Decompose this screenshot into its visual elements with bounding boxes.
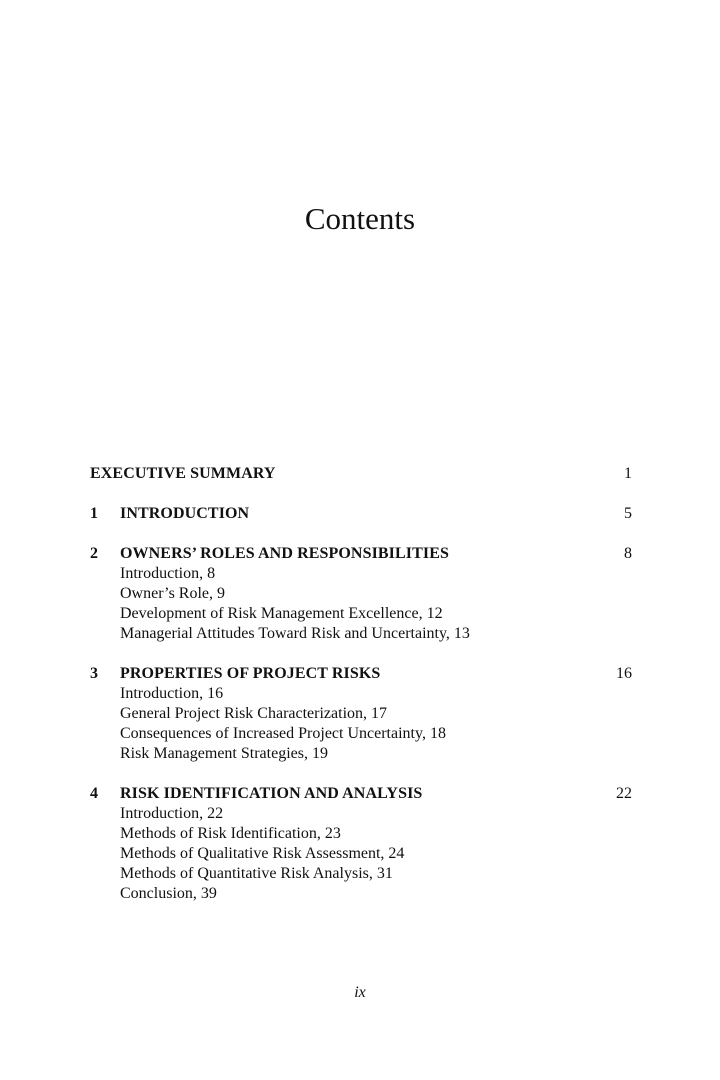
toc-subsections: [120, 804, 632, 904]
toc-row: [90, 504, 632, 524]
toc-heading: OWNERS’ ROLES AND RESPONSIBILITIES: [120, 545, 449, 562]
table-of-contents: [90, 464, 632, 924]
toc-chapter-number: 2: [90, 545, 98, 562]
toc-subsections: [120, 564, 632, 644]
toc-subsection: Introduction, 8: [120, 565, 216, 582]
toc-subsection: Development of Risk Management Excellence, 12: [120, 605, 443, 622]
toc-page-number: 22: [616, 785, 632, 802]
toc-subsection: Introduction, 16: [120, 685, 224, 702]
toc-entry-chapter-3: [90, 664, 632, 764]
toc-chapter-number: 4: [90, 785, 98, 802]
toc-subsection: Methods of Qualitative Risk Assessment, 24: [120, 845, 405, 862]
toc-row: [90, 464, 632, 484]
toc-heading: PROPERTIES OF PROJECT RISKS: [120, 665, 381, 682]
toc-row: [90, 544, 632, 564]
toc-row: [90, 784, 632, 804]
page-number-folio: ix: [354, 984, 366, 1001]
toc-page-number: 8: [624, 545, 632, 562]
toc-page-number: 5: [624, 505, 632, 522]
toc-subsection: General Project Risk Characterization, 17: [120, 705, 388, 722]
toc-entry-chapter-2: [90, 544, 632, 644]
toc-subsection: Consequences of Increased Project Uncertainty, 18: [120, 725, 446, 742]
toc-heading: EXECUTIVE SUMMARY: [90, 465, 276, 482]
toc-chapter-number: 1: [90, 505, 98, 522]
toc-subsection: Conclusion, 39: [120, 885, 217, 902]
toc-chapter-number: 3: [90, 665, 98, 682]
toc-subsection: Methods of Risk Identification, 23: [120, 825, 341, 842]
toc-subsection: Introduction, 22: [120, 805, 224, 822]
page-title: Contents: [304, 201, 416, 236]
toc-subsection: Methods of Quantitative Risk Analysis, 31: [120, 865, 393, 882]
toc-page-number: 16: [616, 665, 632, 682]
toc-subsection: Risk Management Strategies, 19: [120, 745, 328, 762]
toc-subsection: Managerial Attitudes Toward Risk and Uncertainty, 13: [120, 625, 470, 642]
toc-subsection: Owner’s Role, 9: [120, 585, 226, 602]
toc-entry-chapter-4: [90, 784, 632, 904]
toc-heading: RISK IDENTIFICATION AND ANALYSIS: [120, 785, 423, 802]
toc-entry-chapter-1: [90, 504, 632, 524]
toc-row: [90, 664, 632, 684]
toc-heading: INTRODUCTION: [120, 505, 250, 522]
toc-subsections: [120, 684, 632, 764]
toc-page-number: 1: [624, 465, 632, 482]
toc-entry-executive-summary: [90, 464, 632, 484]
